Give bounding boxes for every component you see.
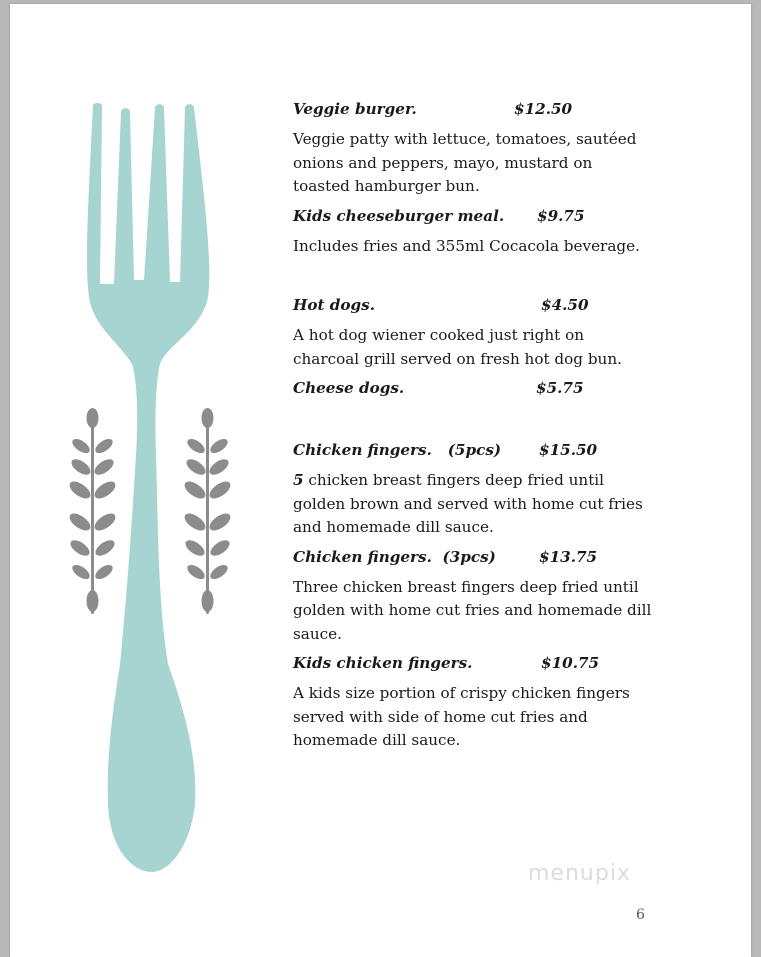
right-sprig-icon xyxy=(182,408,234,614)
page-number: 6 xyxy=(636,907,645,923)
item-description-lead: 5 xyxy=(293,471,304,489)
item-name: Hot dogs. xyxy=(293,296,375,314)
menu-item-heading xyxy=(293,98,653,122)
item-description: A kids size portion of crispy chicken fingers served with side of home cut fries and homemade dill sauce. xyxy=(293,684,630,749)
item-name: Veggie burger. xyxy=(293,100,417,118)
menu-page xyxy=(10,4,751,957)
watermark: menupix xyxy=(528,861,631,886)
item-name: Kids chicken fingers. xyxy=(293,654,473,672)
menu-item-heading xyxy=(293,205,653,229)
left-sprig-icon xyxy=(67,408,119,614)
item-price: $13.75 xyxy=(539,547,598,566)
item-name: Cheese dogs. xyxy=(293,379,405,397)
item-price: $12.50 xyxy=(514,100,573,118)
item-description xyxy=(293,469,653,540)
item-description-text: chicken breast fingers deep fried until golden brown and served with home cut fries and homemade dill sauce. xyxy=(293,471,643,536)
fork-illustration-icon xyxy=(10,4,310,904)
item-price: $4.50 xyxy=(541,296,589,314)
menu-item-heading xyxy=(293,439,653,463)
item-description: A hot dog wiener cooked just right on charcoal grill served on fresh hot dog bun. xyxy=(293,326,622,368)
item-price: $9.75 xyxy=(537,206,585,225)
item-description: Veggie patty with lettuce, tomatoes, sautéed onions and peppers, mayo, mustard on toasted hamburger bun. xyxy=(293,130,637,195)
menu-item-heading xyxy=(293,546,653,570)
item-description: Three chicken breast fingers deep fried until golden with home cut fries and homemade dill sauce. xyxy=(293,577,652,643)
item-name: Chicken fingers. (5pcs) xyxy=(293,441,502,459)
item-description: Includes fries and 355ml Cocacola beverage. xyxy=(293,236,640,255)
menu-list xyxy=(293,98,653,753)
menu-item-heading xyxy=(293,652,653,676)
menu-item-heading xyxy=(293,294,653,318)
item-price: $10.75 xyxy=(541,654,600,672)
item-name: Chicken fingers. (3pcs) xyxy=(293,547,496,566)
item-price: $15.50 xyxy=(539,441,598,459)
menu-item-heading xyxy=(293,377,653,401)
item-name: Kids cheeseburger meal. xyxy=(293,206,505,225)
item-price: $5.75 xyxy=(536,379,584,397)
